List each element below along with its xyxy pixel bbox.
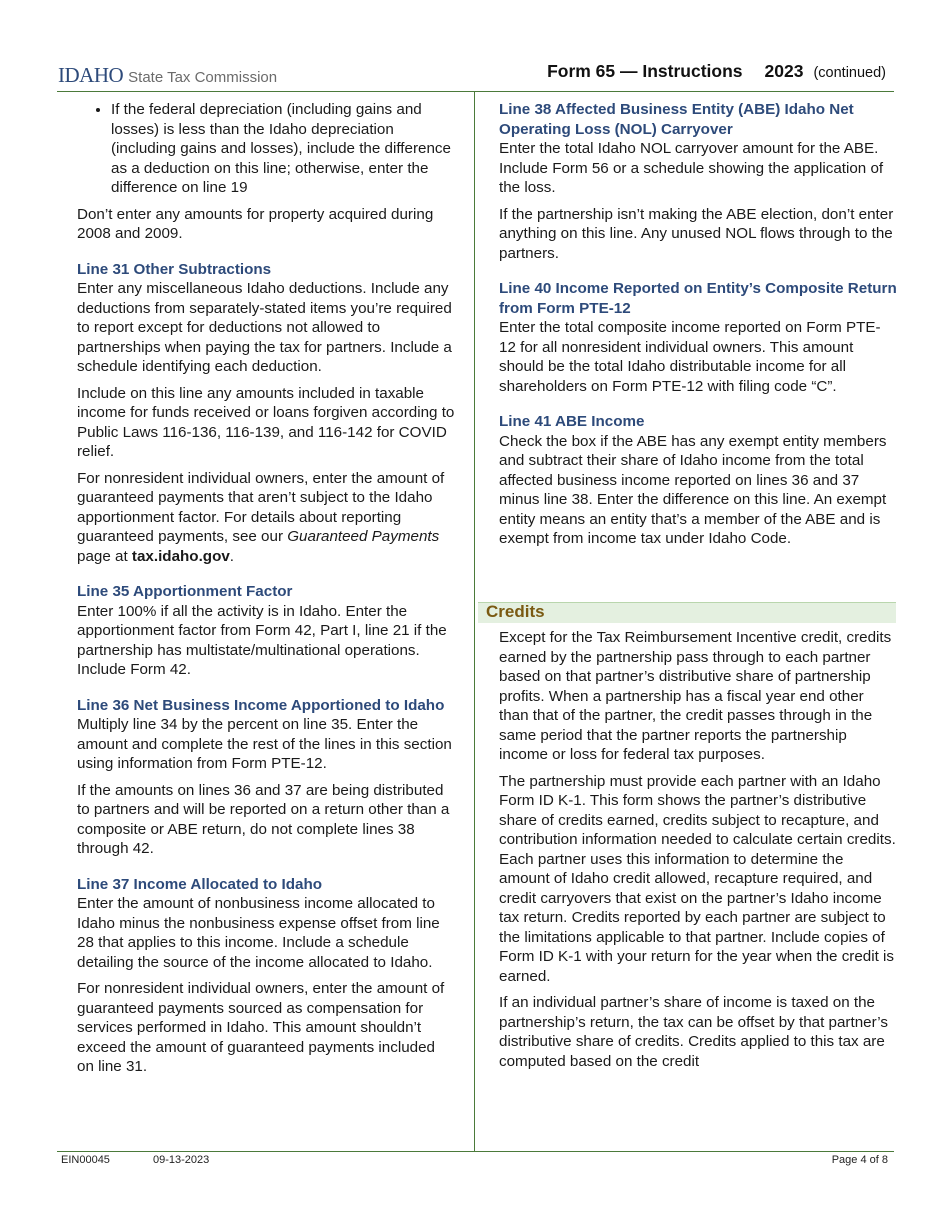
- tax-idaho-gov-link[interactable]: tax.idaho.gov: [131, 547, 230, 565]
- property-paragraph: Don’t enter any amounts for property acquired during 2008 and 2009.: [77, 205, 434, 242]
- line-37-paragraph-1: Enter the amount of nonbusiness income allocated to Idaho minus the nonbusiness expense offset from line 28 that applies to this income. Include a schedule detailing the source of the income allocated to Idaho.: [77, 895, 440, 971]
- idaho-tax-logo: [58, 63, 277, 88]
- page-number: Page 4 of 8: [831, 1154, 888, 1166]
- line-41-paragraph: Check the box if the ABE has any exempt entity members and subtract their share of Idaho income from the total affected business income reported on lines 36 and 37 minus line 38. Enter the difference on this line. An exempt entity means an entity that’s a member of the ABE and is exempt from income tax under Idaho Code.: [499, 432, 887, 547]
- credits-paragraph-1: Except for the Tax Reimbursement Incentive credit, credits earned by the partnership pass through to each partner based on that partner’s distributive share of partnership profits. When a partnership has a fiscal year end other than that of the partner, the credit passes through in the same period that the partner reports the partnership income or loss for federal tax purposes.: [499, 629, 892, 763]
- line-36-paragraph-2: If the amounts on lines 36 and 37 are being distributed to partners and will be reported on a return other than a composite or ABE return, do not complete lines 38 through 42.: [77, 781, 450, 857]
- credits-column: [499, 628, 897, 1078]
- credits-heading: Credits: [486, 602, 545, 621]
- logo-mark: IDAHO: [58, 63, 124, 87]
- guaranteed-payments-ref: Guaranteed Payments: [287, 528, 440, 545]
- line-36-paragraph-1: Multiply line 34 by the percent on line 35. Enter the amount and complete the rest of the lines in this section using information from Form PTE-12.: [77, 716, 452, 772]
- left-column: [77, 100, 455, 1084]
- line-31-paragraph-3: [77, 469, 455, 567]
- header-rule: [57, 91, 894, 92]
- line-37-heading: Line 37 Income Allocated to Idaho: [77, 875, 323, 893]
- line-38-paragraph-2: If the partnership isn’t making the ABE election, don’t enter anything on this line. Any unused NOL flows through to the partners.: [499, 205, 894, 262]
- line-41-heading: Line 41 ABE Income: [499, 413, 645, 430]
- line-31-paragraph-1: Enter any miscellaneous Idaho deductions. Include any deductions from separately-stated items you’re required to report except for deductions not allowed to partnerships when paying the tax for partners. Include a schedule identifying each deduction.: [77, 280, 452, 375]
- revision-date: 09-13-2023: [153, 1154, 210, 1166]
- line-35-paragraph: Enter 100% if all the activity is in Idaho. Enter the apportionment factor from Form 42, Part I, line 21 if the partnership has multistate/multinational operations. Include Form 42.: [77, 602, 447, 678]
- line-38-paragraph-1: Enter the total Idaho NOL carryover amount for the ABE. Include Form 56 or a schedule showing the application of the loss.: [499, 140, 884, 196]
- footer-rule: [57, 1151, 894, 1152]
- credits-paragraph-2: The partnership must provide each partner with an Idaho Form ID K-1. This form shows the partner’s distributive share of credits earned, credits subject to recapture, and contribution information needed to calculate certain credits. Each partner uses this information to determine the amount of Idaho credit allowed, recapture required, and credit carryovers that exist on the partner’s Idaho income tax return. Credits reported by each partner are subject to the limitations applicable to that partner. Include copies of Form ID K-1 with your return for the year when the credit is earned.: [499, 772, 896, 985]
- credits-paragraph-3: If an individual partner’s share of income is taxed on the partnership’s return, the tax can be offset by that partner’s distributive share of credits. Credits applied to this tax are computed based on the credit: [499, 994, 888, 1070]
- line-40-paragraph: Enter the total composite income reported on Form PTE-12 for all nonresident individual owners. This amount should be the total Idaho distributable income for all shareholders on Form PTE-12 with filing code “C”.: [499, 319, 881, 395]
- form-code: EIN00045: [61, 1154, 110, 1166]
- line-31-paragraph-2: Include on this line any amounts included in taxable income for funds received or loans forgiven according to Public Laws 116-136, 116-139, and 116-142 for COVID relief.: [77, 384, 455, 460]
- logo-text: State Tax Commission: [128, 69, 278, 86]
- continued-label: (continued): [813, 65, 886, 81]
- form-year: 2023: [764, 61, 804, 81]
- line-31-p3-text-b: page at: [77, 547, 132, 565]
- line-31-p3-end: .: [229, 547, 235, 565]
- page-header: [58, 58, 890, 92]
- column-divider: [474, 92, 475, 1151]
- credits-section-header: [478, 602, 896, 623]
- line-31-heading: Line 31 Other Subtractions: [77, 260, 272, 278]
- line-35-heading: Line 35 Apportionment Factor: [77, 583, 293, 600]
- form-heading: [547, 61, 886, 82]
- right-column: [499, 100, 897, 556]
- line-40-heading: Line 40 Income Reported on Entity’s Composite Return from Form PTE-12: [499, 280, 897, 317]
- bullet-item: • If the federal depreciation (including gains and losses) is less than the Idaho depreciation (including gains and losses), include the difference as a deduction on this line; otherwise, enter the difference on line 19: [111, 100, 455, 198]
- line-37-paragraph-2: For nonresident individual owners, enter the amount of guaranteed payments sourced as compensation for services performed in Idaho. This amount shouldn’t exceed the amount of guaranteed payments included on line 31.: [77, 980, 445, 1075]
- line-38-heading: Line 38 Affected Business Entity (ABE) Idaho Net Operating Loss (NOL) Carryover: [499, 101, 854, 138]
- bullet-list: [77, 100, 455, 198]
- line-31-p3-text-a: For nonresident individual owners, enter the amount of guaranteed payments that aren’t subject to the Idaho apportionment factor. For details about reporting guaranteed payments, see our: [77, 469, 445, 545]
- line-36-heading: Line 36 Net Business Income Apportioned to Idaho: [77, 696, 445, 714]
- form-title: Form 65 — Instructions: [547, 61, 743, 81]
